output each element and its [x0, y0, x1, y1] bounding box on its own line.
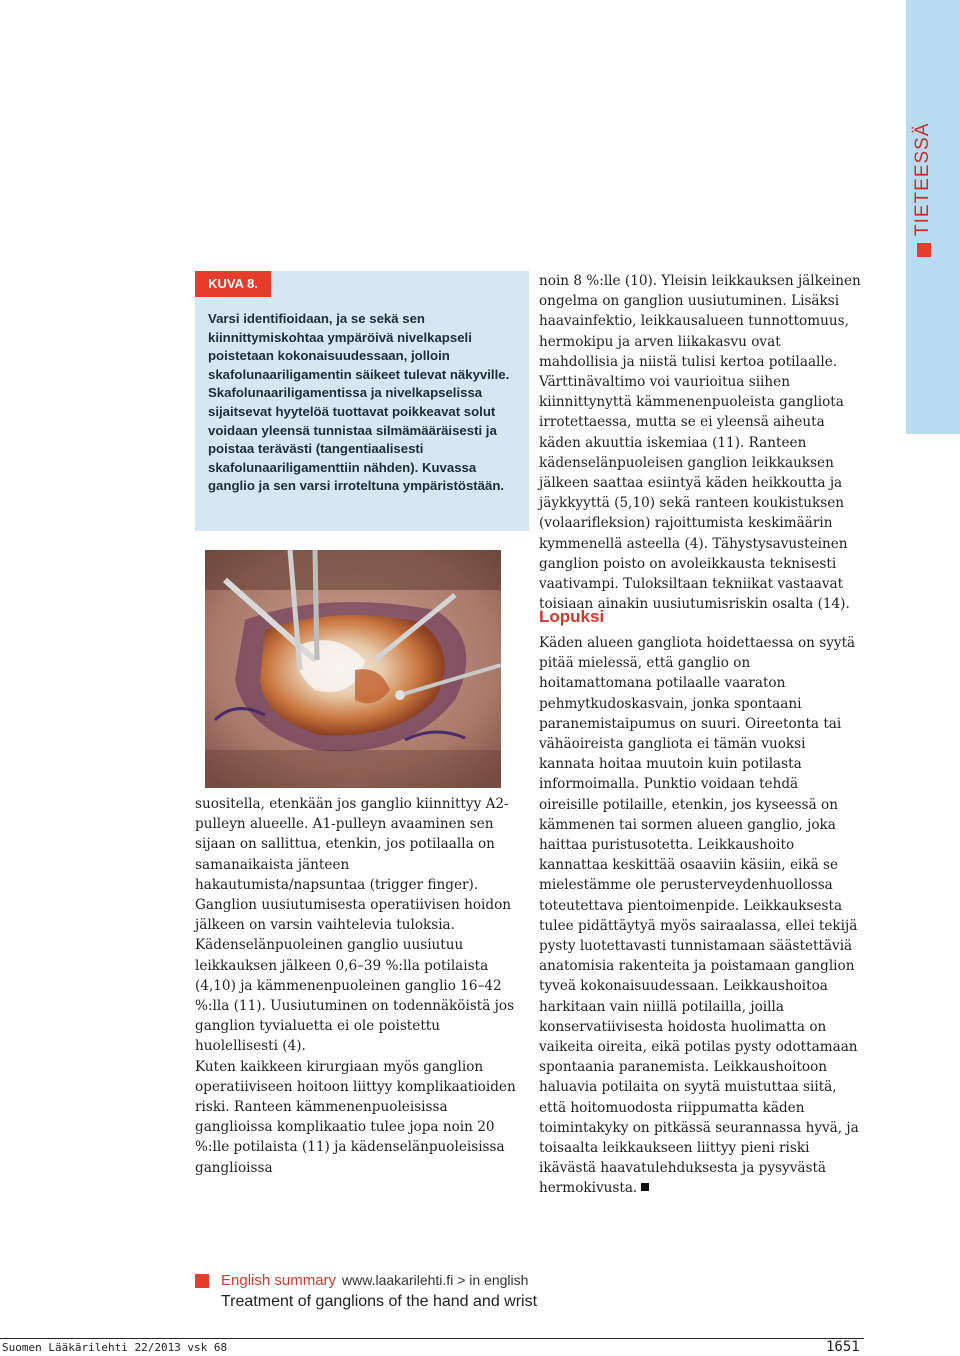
english-summary-line	[221, 1272, 528, 1289]
summary-marker	[195, 1274, 209, 1288]
body-paragraph: Ganglion uusiutumisesta operatiivisen hoidon jälkeen on varsin vaihtelevia tuloksia. Kädenselänpuoleinen ganglio uusiutuu leikkauksen jälkeen 0,6–39 %:lla potilaista (4,10) ja kämmenenpuoleinen ganglio 16–42 %:lla (11). Uusiutuminen on todennäköistä jos ganglion tyvialuetta ei ole poistettu huolellisesti (4).	[195, 897, 515, 1055]
body-paragraph-text: Käden alueen gangliota hoidettaessa on syytä pitää mielessä, että ganglio on hoitamattomana potilaalle vaaraton pehmytkudoskasvain, jonka spontaani paranemistaipumus on suuri. Oireetonta tai vähäoireista gangliota ei tämän vuoksi kannata hoitaa muutoin kuin potilasta informoimalla. Punktio voidaan tehdä oireisille potilaille, etenkin, jos kyseessä on kämmenen tai sormen alueen ganglio, joka haittaa puristusotetta. Leikkaushoito kannattaa keskittää osaaviin käsiin, eikä se mielestämme ole perusterveydenhuollossa toteutettava pientoimenpide. Leikkauksesta tulee pidättäytyä myös sairaalassa, ellei tekijä pysty luotettavasti tunnistamaan säästettäviä anatomisia rakenteita ja poistamaan ganglion tyveä kokonaisuudessaan. Leikkaushoitoa harkitaan vain niillä potilailla, joilla konservatiivisesta hoidosta huolimatta on vaikeita oireita, eikä potilas pysty odottamaan spontaania paranemista. Leikkaushoitoon haluavia potilaita on syytä muistuttaa siitä, että hoitomuodosta riippumatta käden toimintakyky on pitkässä seurannassa hyvä, ja toisaalta leikkaukseen liittyy pieni riski ikävästä haavatulehduksesta ja pysyvästä hermokivusta.	[539, 635, 859, 1197]
end-mark-icon	[641, 1183, 649, 1191]
english-summary-link[interactable]: www.laakarilehti.fi > in english	[342, 1272, 529, 1288]
footer-rule	[0, 1338, 864, 1339]
section-heading: Lopuksi	[539, 607, 605, 626]
body-paragraph: suositella, etenkään jos ganglio kiinnittyy A2-pulleyn alueelle. A1-pulleyn avaaminen sen sijaan on sallittua, etenkin, jos potilaalla on samanaikaista jänteen hakautumista/napsuntaa (trigger finger).	[195, 796, 509, 893]
right-column-section	[539, 633, 861, 1199]
right-column-top	[539, 271, 861, 614]
section-tab-marker	[917, 243, 931, 257]
section-tab-label: TIETEESSÄ	[912, 122, 933, 236]
body-paragraph: Kuten kaikkeen kirurgiaan myös ganglion operatiiviseen hoitoon liittyy komplikaatioiden riski. Ranteen kämmenenpuoleisissa ganglioissa komplikaatio tulee jopa noin 20 %:lle potilaista (11) ja kädenselänpuoleisissa ganglioissa	[195, 1058, 516, 1176]
footer-journal: Suomen Lääkärilehti 22/2013 vsk 68	[2, 1341, 228, 1354]
surgical-photo-image	[205, 550, 501, 788]
body-paragraph: noin 8 %:lle (10). Yleisin leikkauksen jälkeinen ongelma on ganglion uusiutuminen. Lisäksi haavainfektio, leikkausalueen tunnottomuus, hermokipu ja arven liikakasvu ovat mahdollisia ja niistä tulisi kertoa potilaalle. Värttinävaltimo voi vaurioitua siihen kiinnittynyttä kämmenenpuoleista gangliota irrotettaessa, mutta se ei yleensä aiheuta käden akuuttia iskemiaa (11). Ranteen kädenselänpuoleisen ganglion leikkauksen jälkeen saattaa esiintyä käden heikkoutta ja jäykkyyttä (5,10) sekä ranteen koukistuksen (volaarifleksion) rajoittumista keskimäärin kymmenellä asteella (4). Tähystysavusteinen ganglion poisto on avoleikkausta teknisesti vaativampi. Tuloksiltaan tekniikat vastaavat toisiaan ainakin uusiutumisriskin osalta (14).	[539, 273, 861, 613]
english-summary-label: English summary	[221, 1272, 337, 1289]
english-summary-title: Treatment of ganglions of the hand and wrist	[221, 1293, 538, 1310]
page-number: 1651	[826, 1339, 860, 1355]
left-column	[195, 794, 517, 1178]
surgical-photo	[205, 550, 501, 788]
figure-caption: Varsi identifioidaan, ja se sekä sen kiinnittymiskohtaa ympäröivä nivelkapseli poistetaan kokonaisuudessaan, jolloin skafolunaariligamentin säikeet tulevat näkyville. Skafolunaariligamentissa ja nivelkapselissa sijaitsevat hyytelöä tuottavat poikkeavat solut voidaan yleensä tunnistaa silmämääräisesti ja poistaa terävästi (tangentiaalisesti skafolunaariligamenttiin nähden). Kuvassa ganglio ja sen varsi irroteltuna ympäristöstään.	[208, 311, 510, 494]
body-paragraph	[539, 633, 861, 1199]
figure-label: KUVA 8.	[195, 271, 271, 297]
